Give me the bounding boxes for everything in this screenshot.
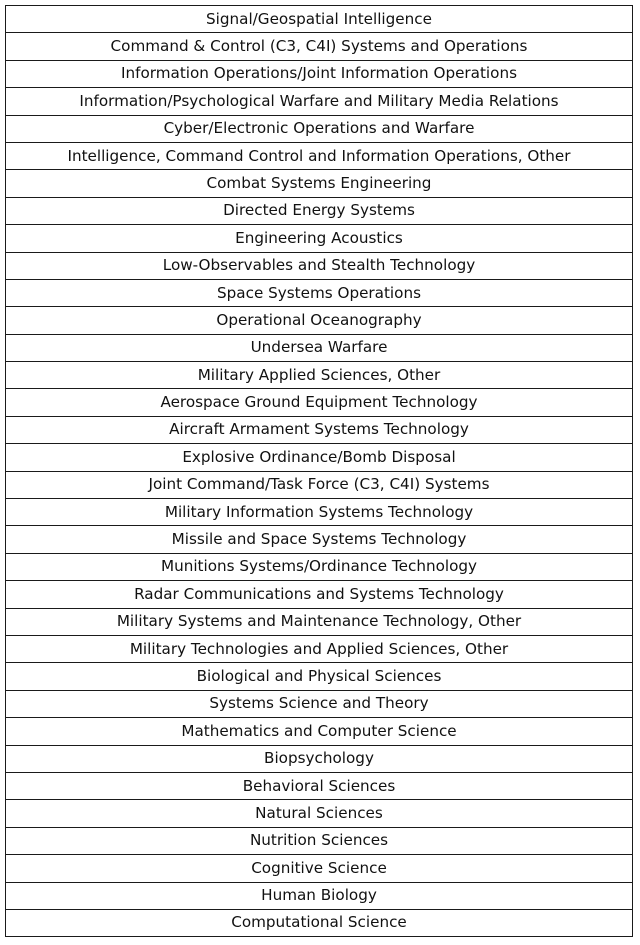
table-row bbox=[6, 142, 633, 169]
table-row bbox=[6, 772, 633, 799]
table-row bbox=[6, 307, 633, 334]
table-cell: Military Systems and Maintenance Technology, Other bbox=[6, 608, 633, 635]
table-cell: Space Systems Operations bbox=[6, 279, 633, 306]
table-row bbox=[6, 197, 633, 224]
table-row bbox=[6, 471, 633, 498]
table-cell: Information Operations/Joint Information Operations bbox=[6, 60, 633, 87]
table-cell: Behavioral Sciences bbox=[6, 772, 633, 799]
table-row bbox=[6, 745, 633, 772]
table-cell: Joint Command/Task Force (C3, C4I) Systems bbox=[6, 471, 633, 498]
table-cell: Nutrition Sciences bbox=[6, 827, 633, 854]
table-cell: Military Technologies and Applied Sciences, Other bbox=[6, 635, 633, 662]
table-cell: Explosive Ordinance/Bomb Disposal bbox=[6, 444, 633, 471]
table-cell: Undersea Warfare bbox=[6, 334, 633, 361]
table-cell: Human Biology bbox=[6, 882, 633, 909]
table-row bbox=[6, 225, 633, 252]
table-row bbox=[6, 88, 633, 115]
table-row bbox=[6, 6, 633, 33]
table-cell: Military Information Systems Technology bbox=[6, 499, 633, 526]
table-row bbox=[6, 334, 633, 361]
table-row bbox=[6, 635, 633, 662]
table-cell: Intelligence, Command Control and Information Operations, Other bbox=[6, 142, 633, 169]
table-cell: Command & Control (C3, C4I) Systems and Operations bbox=[6, 33, 633, 60]
table-cell: Directed Energy Systems bbox=[6, 197, 633, 224]
table-row bbox=[6, 882, 633, 909]
table-cell: Military Applied Sciences, Other bbox=[6, 362, 633, 389]
table-cell: Information/Psychological Warfare and Military Media Relations bbox=[6, 88, 633, 115]
table-cell: Cyber/Electronic Operations and Warfare bbox=[6, 115, 633, 142]
table-row bbox=[6, 416, 633, 443]
table-row bbox=[6, 827, 633, 854]
table-cell: Cognitive Science bbox=[6, 855, 633, 882]
table-cell: Missile and Space Systems Technology bbox=[6, 526, 633, 553]
program-table-body bbox=[6, 6, 633, 937]
table-row bbox=[6, 718, 633, 745]
table-cell: Natural Sciences bbox=[6, 800, 633, 827]
table-cell: Mathematics and Computer Science bbox=[6, 718, 633, 745]
table-row bbox=[6, 526, 633, 553]
table-row bbox=[6, 553, 633, 580]
table-cell: Systems Science and Theory bbox=[6, 690, 633, 717]
table-row bbox=[6, 279, 633, 306]
table-row bbox=[6, 60, 633, 87]
table-cell: Biological and Physical Sciences bbox=[6, 663, 633, 690]
table-cell: Radar Communications and Systems Technology bbox=[6, 581, 633, 608]
table-row bbox=[6, 170, 633, 197]
table-row bbox=[6, 252, 633, 279]
table-row bbox=[6, 663, 633, 690]
table-row bbox=[6, 855, 633, 882]
table-cell: Engineering Acoustics bbox=[6, 225, 633, 252]
table-row bbox=[6, 909, 633, 936]
table-row bbox=[6, 581, 633, 608]
table-cell: Biopsychology bbox=[6, 745, 633, 772]
table-cell: Combat Systems Engineering bbox=[6, 170, 633, 197]
table-cell: Aircraft Armament Systems Technology bbox=[6, 416, 633, 443]
table-cell: Aerospace Ground Equipment Technology bbox=[6, 389, 633, 416]
program-table-container bbox=[5, 5, 633, 937]
table-row bbox=[6, 499, 633, 526]
table-row bbox=[6, 608, 633, 635]
table-cell: Low-Observables and Stealth Technology bbox=[6, 252, 633, 279]
table-row bbox=[6, 115, 633, 142]
table-row bbox=[6, 444, 633, 471]
table-row bbox=[6, 690, 633, 717]
table-cell: Operational Oceanography bbox=[6, 307, 633, 334]
program-table bbox=[5, 5, 633, 937]
table-row bbox=[6, 362, 633, 389]
table-cell: Munitions Systems/Ordinance Technology bbox=[6, 553, 633, 580]
table-row bbox=[6, 800, 633, 827]
table-cell: Computational Science bbox=[6, 909, 633, 936]
table-row bbox=[6, 389, 633, 416]
table-row bbox=[6, 33, 633, 60]
table-cell: Signal/Geospatial Intelligence bbox=[6, 6, 633, 33]
